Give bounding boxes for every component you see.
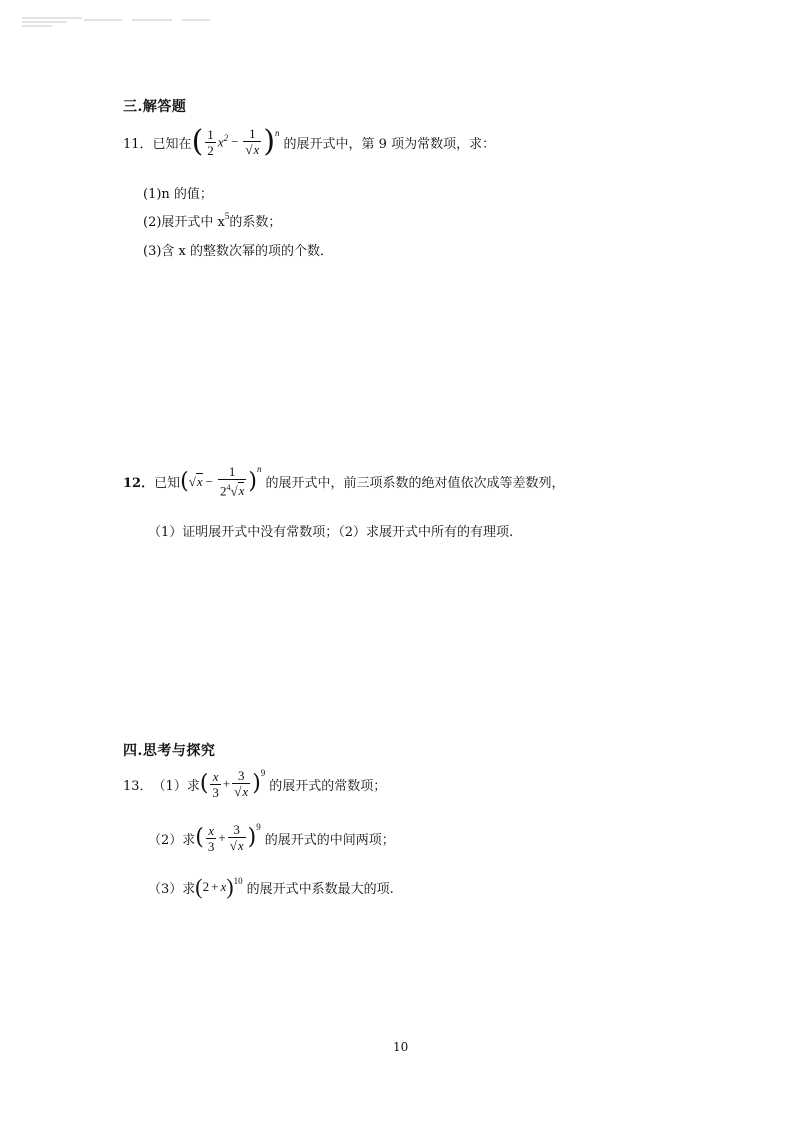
numerator: 1 <box>207 126 214 142</box>
exponent-9: 9 <box>256 822 261 832</box>
part-text: 的展开式的常数项； <box>269 778 387 794</box>
formula-paren-open: ( <box>199 771 209 796</box>
fraction-one-over-two-fourth-root-x <box>218 464 246 499</box>
formula-paren-close: ) <box>263 124 276 159</box>
exponent-n: n <box>275 128 280 138</box>
question-number: 13． <box>123 778 153 794</box>
denominator: √x <box>229 838 244 853</box>
formula-paren-open: ( <box>180 468 189 494</box>
minus-sign: − <box>231 134 239 149</box>
fraction-x-over-3 <box>210 769 221 800</box>
formula-paren-open: ( <box>195 874 203 899</box>
part-text: （2）求 <box>148 832 196 848</box>
fraction-3-over-sqrt-x <box>232 768 250 800</box>
fraction-half <box>205 127 216 158</box>
numerator: 3 <box>233 822 240 837</box>
question-11 <box>123 126 495 158</box>
part-text: 的系数； <box>229 215 282 230</box>
question-number: 12． <box>123 476 155 492</box>
exponent-n: n <box>256 464 262 474</box>
numerator: x <box>212 768 219 784</box>
part-text: （1）求 <box>152 778 200 794</box>
question-12-subparts: （1）证明展开式中没有常数项；（2）求展开式中所有的有理项. <box>148 525 514 540</box>
page-number: 10 <box>393 1040 409 1054</box>
fraction-x-over-3 <box>206 823 217 854</box>
numerator: 1 <box>249 126 256 141</box>
section-title-solve: 三.解答题 <box>123 99 187 115</box>
numerator: 1 <box>228 464 236 479</box>
formula-paren-open: ( <box>195 825 204 850</box>
exponent-9: 9 <box>260 768 266 778</box>
formula-paren-close: ) <box>226 874 234 899</box>
section-title-explore: 四.思考与探究 <box>123 743 216 759</box>
numerator: 3 <box>237 768 245 783</box>
plus-sign: + <box>222 776 231 791</box>
sqrt-x: x <box>196 474 203 490</box>
x-squared: $x^2$ <box>217 133 229 150</box>
part-text: 的展开式的中间两项； <box>264 832 395 848</box>
sqrt-sign: √ <box>188 473 196 489</box>
x-variable: x <box>220 879 227 894</box>
exponent-5: 5 <box>224 211 230 221</box>
question-text: 的展开式中，前三项系数的绝对值依次成等差数列， <box>265 476 565 492</box>
question-13-part-2 <box>148 822 395 854</box>
denominator: 3 <box>207 838 215 854</box>
part-text: (2)展开式中 x <box>143 215 225 230</box>
minus-sign: − <box>205 473 213 489</box>
denominator: √x <box>234 784 249 799</box>
formula-paren-open: ( <box>191 124 204 159</box>
question-13-part-1 <box>123 768 386 800</box>
question-number: 11． <box>123 136 153 152</box>
question-13-part-3 <box>148 876 394 898</box>
question-12 <box>123 464 565 499</box>
plus-sign: + <box>218 830 226 845</box>
fraction-3-over-sqrt-x <box>228 822 246 854</box>
question-11-part-1: (1)n 的值； <box>143 187 213 202</box>
scan-artifact <box>22 14 212 36</box>
part-text: （3）求 <box>148 881 196 897</box>
plus-sign: + <box>211 879 219 894</box>
question-11-part-3: (3)含 x 的整数次幂的项的个数． <box>143 244 334 259</box>
question-11-part-2 <box>143 211 281 230</box>
formula-paren-close: ) <box>248 468 257 494</box>
question-text: 已知在 <box>152 136 192 152</box>
denominator: √x <box>245 142 260 157</box>
fraction-one-over-sqrt-x <box>243 126 261 158</box>
formula-paren-close: ) <box>247 825 257 850</box>
question-text: 已知 <box>154 476 181 492</box>
denominator: 3 <box>212 784 219 800</box>
numerator: x <box>208 822 215 838</box>
part-text: 的展开式中系数最大的项. <box>246 881 394 897</box>
question-text: 的展开式中，第 9 项为常数项，求： <box>283 136 496 152</box>
denominator: 2 <box>207 142 214 158</box>
formula-paren-close: ) <box>252 771 261 796</box>
denominator: $2^4√x$ <box>218 479 246 499</box>
two: 2 <box>202 879 210 894</box>
exponent-10: 10 <box>233 876 243 886</box>
